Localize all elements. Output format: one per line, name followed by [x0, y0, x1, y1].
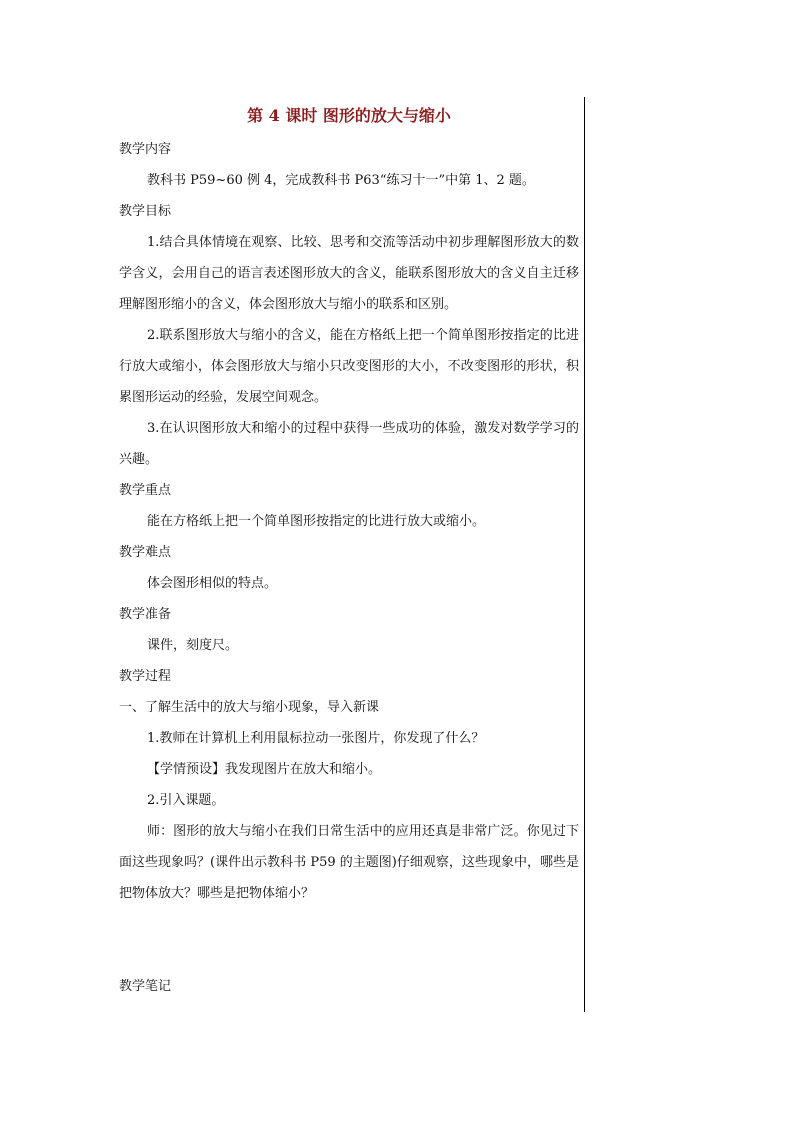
goal-item-1: 1.结合具体情境在观察、比较、思考和交流等活动中初步理解图形放大的数学含义，会用自己的语言表述图形放大的含义，能联系图形放大的含义自主迁移理解图形缩小的含义，体会图形放大与缩小的联系和区别。	[119, 235, 579, 312]
page-title: 第 4 课时 图形的放大与缩小	[247, 106, 451, 125]
section-heading-difficulty: 教学难点	[119, 545, 172, 560]
section-heading-process: 教学过程	[119, 669, 172, 684]
lesson-plan-body	[119, 104, 579, 1002]
process-step-2: 2.引入课题。	[147, 793, 225, 808]
section-heading-goals: 教学目标	[119, 204, 172, 219]
goal-item-3: 3.在认识图形放大和缩小的过程中获得一些成功的体验，激发对数学学习的兴趣。	[119, 421, 579, 467]
section-heading-key-point: 教学重点	[119, 483, 172, 498]
section-heading-preparation: 教学准备	[119, 607, 172, 622]
section-heading-notes: 教学笔记	[119, 979, 172, 994]
learning-preview: 【学情预设】我发现图片在放大和缩小。	[147, 762, 382, 777]
process-part-1: 一、了解生活中的放大与缩小现象，导入新课	[119, 700, 380, 715]
section-heading-content: 教学内容	[119, 142, 172, 157]
content-text: 教科书 P59~60 例 4，完成教科书 P63“练习十一”中第 1、2 题。	[147, 173, 535, 188]
key-point-text: 能在方格纸上把一个简单图形按指定的比进行放大或缩小。	[147, 514, 486, 529]
spacer	[119, 909, 579, 971]
preparation-text: 课件，刻度尺。	[147, 638, 239, 653]
process-step-1: 1.教师在计算机上利用鼠标拉动一张图片，你发现了什么？	[147, 731, 485, 746]
goal-item-2: 2.联系图形放大与缩小的含义，能在方格纸上把一个简单图形按指定的比进行放大或缩小，体会图形放大与缩小只改变图形的大小，不改变图形的形状，积累图形运动的经验，发展空间观念。	[119, 328, 579, 405]
teacher-dialogue: 师：图形的放大与缩小在我们日常生活中的应用还真是非常广泛。你见过下面这些现象吗？(课件出示教科书 P59 的主题图)仔细观察，这些现象中，哪些是把物体放大？哪些是把物体缩小？	[119, 824, 579, 901]
notes-column-divider	[584, 97, 585, 1012]
difficulty-text: 体会图形相似的特点。	[147, 576, 278, 591]
